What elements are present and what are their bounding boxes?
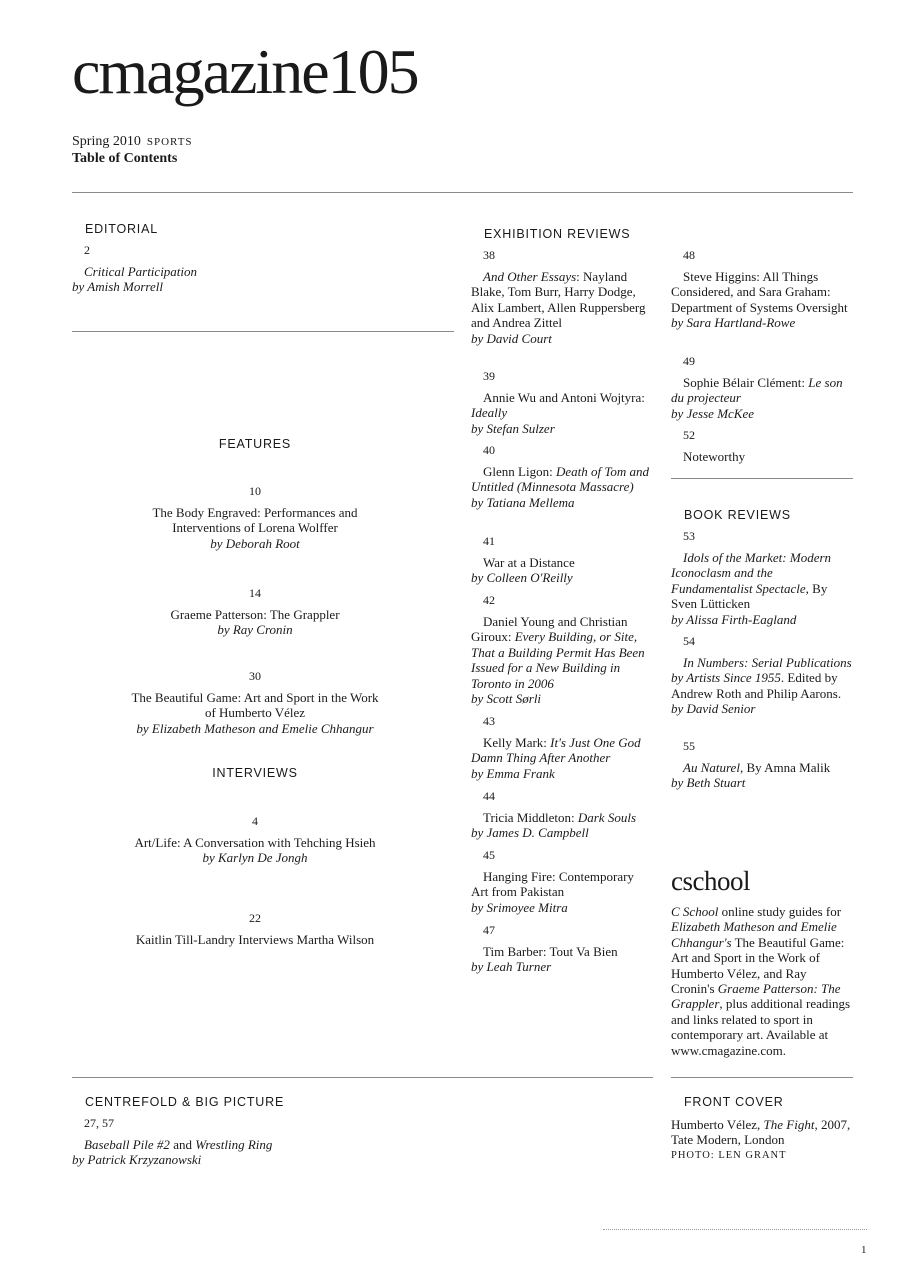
entry-title-italic: Death of Tom and Untitled (Minnesota Massacre) — [471, 464, 649, 495]
cschool-text — [671, 904, 853, 1058]
bottom-divider-right — [671, 1077, 853, 1078]
cschool-logo: cschool — [671, 866, 750, 896]
entry-byline: by Patrick Krzyzanowski — [72, 1152, 202, 1168]
book-review-entry — [671, 528, 853, 627]
review-entry — [471, 247, 651, 346]
entry-title: Tim Barber: Tout Va Bien — [483, 944, 618, 959]
entry-title: Tricia Middleton: — [483, 810, 578, 825]
page-number: 42 — [483, 593, 495, 607]
cschool-text-part: online study guides for — [718, 904, 842, 919]
entry-byline: by Deborah Root — [210, 535, 300, 551]
page-number: 38 — [483, 248, 495, 262]
page-number: 47 — [483, 923, 495, 937]
features-heading: FEATURES — [218, 437, 292, 451]
page-number: 52 — [683, 428, 695, 442]
review-entry — [471, 788, 653, 841]
entry-title-italic: Wrestling Ring — [195, 1137, 273, 1152]
page-number: 4 — [252, 814, 258, 828]
exhibition-reviews-heading: EXHIBITION REVIEWS — [484, 227, 631, 241]
entry-title: Graeme Patterson: The Grappler — [170, 607, 340, 622]
entry-title: Art/Life: A Conversation with Tehching Hsieh — [134, 835, 376, 850]
review-entry — [471, 592, 653, 706]
entry-title: Annie Wu and Antoni Wojtyra: — [483, 390, 645, 405]
page-number: 45 — [483, 848, 495, 862]
entry-title-italic: Every Building, or Site, That a Building Permit Has Been Issued for a New Building in Toronto in 2006 — [471, 629, 645, 691]
book-review-entry — [671, 633, 853, 717]
front-cover-heading: FRONT COVER — [684, 1095, 784, 1109]
entry-byline: by Ray Cronin — [217, 622, 293, 638]
page-number: 54 — [683, 634, 695, 648]
page-number: 49 — [683, 354, 695, 368]
review-entry — [471, 847, 653, 915]
entry-byline: by Karlyn De Jongh — [202, 850, 308, 866]
entry-title: , By Sven Lütticken — [671, 580, 828, 612]
column-divider — [671, 478, 853, 479]
entry-title: War at a Distance — [483, 555, 575, 570]
cover-details: , 2007, Tate Modern, London — [671, 1117, 851, 1148]
page-number: 2 — [84, 243, 90, 257]
entry-title: Kaitlin Till-Landry Interviews Martha Wilson — [135, 932, 375, 947]
cschool-authors: Elizabeth Matheson and Emelie Chhangur's — [671, 919, 837, 950]
review-entry — [471, 533, 651, 586]
page-number: 14 — [249, 586, 261, 600]
entry-byline: by Leah Turner — [471, 959, 552, 975]
entry-title: , By Amna Malik — [739, 760, 831, 775]
entry-title: Noteworthy — [683, 449, 746, 464]
entry-title: . Edited by Andrew Roth and Philip Aarons. — [671, 670, 842, 701]
review-entry — [671, 247, 853, 331]
entry-title-italic: Baseball Pile #2 — [84, 1137, 170, 1152]
entry-byline: by Beth Stuart — [671, 775, 746, 791]
cover-work: The Fight — [763, 1117, 815, 1132]
cschool-text-part: The Beautiful Game: Art and Sport in the Work of Humberto Vélez, and Ray Cronin's — [671, 934, 845, 997]
editorial-entry — [72, 242, 432, 295]
entry-title-italic: It's Just One God Damn Thing After Another — [471, 735, 641, 766]
entry-title-italic: Idols of the Market: Modern Iconoclasm and the Fundamentalist Spectacle — [671, 550, 832, 596]
feature-entry — [112, 668, 398, 736]
page-number: 44 — [483, 789, 495, 803]
entry-byline: by Jesse McKee — [671, 405, 755, 421]
footer-dotted-rule — [603, 1229, 867, 1230]
editorial-heading: EDITORIAL — [85, 222, 158, 236]
page-number: 10 — [249, 484, 261, 498]
bottom-divider-left — [72, 1077, 653, 1078]
entry-title: Steve Higgins: All Things Considered, and Sara Graham: Department of Systems Oversight — [671, 269, 848, 315]
review-entry — [671, 353, 853, 421]
review-entry — [471, 368, 651, 436]
entry-title: The Beautiful Game: Art and Sport in the Work of Humberto Vélez — [131, 690, 379, 721]
entry-title-italic: Le son du projecteur — [671, 375, 843, 406]
page-number: 22 — [249, 911, 261, 925]
issue-line — [72, 134, 193, 150]
magazine-logo: cmagazine105 — [72, 36, 418, 107]
entry-byline: by Alissa Firth-Eagland — [671, 611, 797, 627]
front-cover-credit — [671, 1117, 853, 1163]
review-entry — [471, 442, 651, 510]
entry-byline: by Sara Hartland-Rowe — [671, 315, 796, 331]
review-entry — [671, 427, 853, 464]
entry-title: Sophie Bélair Clément: — [683, 375, 809, 390]
editorial-divider — [72, 331, 454, 332]
entry-byline: by Colleen O'Reilly — [471, 570, 573, 586]
entry-byline: by David Senior — [671, 701, 756, 717]
entry-title-italic: In Numbers: Serial Publications by Artists Since 1955 — [671, 655, 852, 686]
entry-byline: by Tatiana Mellema — [471, 494, 575, 510]
book-review-entry — [671, 738, 853, 791]
photo-credit: PHOTO: LEN GRANT — [671, 1149, 787, 1161]
cschool-feature-title: Graeme Patterson: The Grappler — [671, 981, 841, 1012]
feature-entry — [122, 483, 388, 551]
entry-title: Critical Participation — [84, 264, 198, 279]
page-number-footer: 1 — [861, 1244, 867, 1256]
centrefold-heading: CENTREFOLD & BIG PICTURE — [85, 1095, 285, 1109]
review-entry — [471, 922, 653, 975]
entry-byline: by Elizabeth Matheson and Emelie Chhangur — [136, 720, 374, 736]
issue-season: Spring 2010 — [72, 134, 141, 149]
page-number: 27, 57 — [84, 1116, 114, 1130]
review-entry — [471, 713, 653, 781]
centrefold-entry — [72, 1115, 452, 1168]
entry-title-italic: And Other Essays — [483, 269, 577, 284]
feature-entry — [122, 585, 388, 638]
entry-title: : Nayland Blake, Tom Burr, Harry Dodge, Alix Lambert, Allen Ruppersberg and Andrea Zittel — [471, 269, 646, 331]
interview-entry — [132, 813, 378, 866]
entry-title: and — [169, 1137, 196, 1152]
page-number: 30 — [249, 669, 261, 683]
entry-title-italic: Au Naturel — [683, 760, 740, 775]
header-divider — [72, 192, 853, 193]
page-number: 41 — [483, 534, 495, 548]
cschool-text-part: , plus additional readings and links related to sport in contemporary art. Available at www.cmagazine.com. — [671, 996, 851, 1058]
page-number: 55 — [683, 739, 695, 753]
page-number: 40 — [483, 443, 495, 457]
page-title: Table of Contents — [72, 151, 178, 166]
cschool-name: C School — [671, 904, 719, 919]
entry-byline: by James D. Campbell — [471, 825, 589, 841]
entry-byline: by Amish Morrell — [72, 279, 163, 295]
entry-title: Kelly Mark: — [483, 735, 551, 750]
entry-title: Hanging Fire: Contemporary Art from Pakistan — [471, 869, 634, 900]
entry-byline: by David Court — [471, 330, 552, 346]
page-number: 39 — [483, 369, 495, 383]
entry-byline: by Emma Frank — [471, 765, 555, 781]
entry-title-italic: Dark Souls — [577, 810, 636, 825]
cover-artist: Humberto Vélez, — [671, 1117, 764, 1132]
issue-theme: SPORTS — [146, 136, 193, 148]
entry-byline: by Srimoyee Mitra — [471, 899, 568, 915]
entry-byline: by Stefan Sulzer — [471, 420, 555, 436]
entry-title: The Body Engraved: Performances and Interventions of Lorena Wolffer — [152, 505, 358, 536]
page-number: 53 — [683, 529, 695, 543]
entry-title-italic: Ideally — [471, 405, 508, 421]
page-number: 48 — [683, 248, 695, 262]
entry-byline: by Scott Sørli — [471, 691, 542, 707]
interview-entry — [100, 910, 410, 947]
book-reviews-heading: BOOK REVIEWS — [684, 508, 791, 522]
interviews-heading: INTERVIEWS — [212, 766, 298, 780]
entry-title: Glenn Ligon: — [483, 464, 556, 479]
entry-title: Daniel Young and Christian Giroux: — [471, 614, 628, 645]
page-number: 43 — [483, 714, 495, 728]
